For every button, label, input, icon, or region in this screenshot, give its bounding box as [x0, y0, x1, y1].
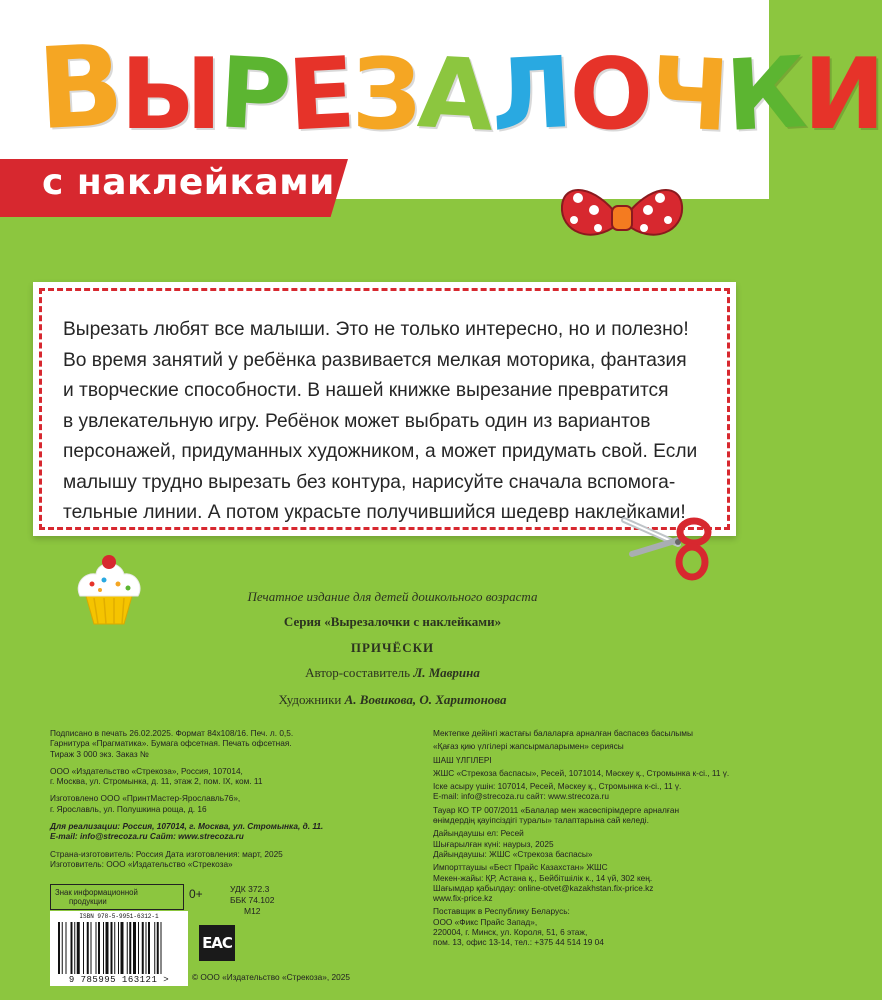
illustrators-line [8, 692, 777, 708]
title-letter: З [351, 38, 419, 152]
title-letter: Ч [646, 36, 730, 154]
kz-line: Мекен-жайы: ҚР, Астана қ., Бейбітшілік к., 14 үй, 302 кең. [433, 872, 653, 883]
book-name: ПРИЧЁСКИ [350, 640, 435, 655]
illustrators-label: Художники [278, 692, 345, 707]
title-letter: Р [215, 36, 291, 154]
kz-line: Дайындаушы ел: Ресей [433, 828, 524, 839]
by-line: пом. 13, офис 13-14, тел.: +375 44 514 19 04 [433, 937, 604, 948]
book-title-logo [34, 20, 882, 156]
title-letter: Ы [120, 38, 219, 152]
kz-line: ШАШ ҮЛГІЛЕРІ [433, 754, 492, 765]
by-line: 220004, г. Минск, ул. Короля, 51, 6 этаж, [433, 927, 588, 938]
description-line: персонажей, придуманных художником, а может придумать свой. Если [63, 441, 698, 462]
contacts-line: E-mail: info@strecoza.ru Сайт: www.strecoza.ru [50, 831, 244, 842]
description-line: в увлекательную игру. Ребёнок может выбрать один из вариантов [63, 410, 651, 432]
description-line: Во время занятий у ребёнка развивается мелкая моторика, фантазия [63, 349, 687, 371]
info-marking-box [50, 884, 184, 910]
kz-line: Шағымдар қабылдау: online-otvet@kazakhstan.fix-price.kz [433, 882, 654, 893]
classification-codes [230, 884, 274, 917]
by-line: Поставщик в Республику Беларусь: [433, 906, 570, 917]
kz-line: Мектепке дейінгі жастағы балаларға арналған баспасөз басылымы [433, 728, 693, 738]
kz-line: ЖШС «Стрекоза баспасы», Ресей, 1071014, Мәскеу қ., Стромынка к-сі., 11 ү. [433, 767, 730, 778]
sales-line: Для реализации: Россия, 107014, г. Москва, ул. Стромынка, д. 11. [50, 821, 324, 832]
scissors-icon [618, 510, 714, 584]
by-line: ООО «Фикс Прайс Запад», [433, 916, 538, 927]
series-name: Серия «Вырезалочки с наклейками» [283, 614, 502, 629]
barcode-number: 9 785995 163121 > [68, 975, 170, 985]
title-letter: В [34, 20, 124, 156]
kz-line: Іске асыру үшін: 107014, Ресей, Мәскеу қ., Стромынка к-сі., 11 ү. [433, 781, 682, 792]
signed-line: Подписано в печать 26.02.2025. Формат 84х108/16. Печ. л. 0,5. [50, 728, 294, 738]
author-label: Автор-составитель [305, 665, 414, 680]
age-rating: 0+ [189, 887, 203, 901]
title-letter: Л [488, 36, 573, 154]
description-text [63, 315, 708, 529]
publisher-line: ООО «Издательство «Стрекоза», Россия, 107014, [50, 765, 243, 776]
author-mark: М12 [244, 906, 261, 916]
illustrators-names: А. Вовикова, О. Харитонова [344, 692, 507, 707]
publisher-address: г. Москва, ул. Стромынка, д. 11, этаж 2, пом. IX, ком. 11 [50, 776, 263, 787]
output-details-kz [433, 728, 743, 948]
bow-icon [556, 176, 686, 256]
eac-mark: EAC [199, 925, 235, 961]
kz-line: өнімдердің қауіпсіздігі туралы» талаптарына сай келеді. [433, 815, 649, 826]
kz-line: Шығарылған күні: наурыз, 2025 [433, 838, 554, 849]
printer-line: Изготовлено ООО «ПринтМастер-Ярославль76», [50, 793, 241, 804]
title-letter: К [723, 36, 807, 154]
author-name: Л. Маврина [413, 665, 480, 680]
marking-label: Знак информационной [55, 888, 138, 897]
run-line: Тираж 3 000 экз. Заказ № [50, 748, 149, 759]
font-paper-line: Гарнитура «Прагматика». Бумага офсетная. Печать офсетная. [50, 738, 292, 749]
maker-line: Изготовитель: ООО «Издательство «Стрекоза» [50, 858, 233, 869]
title-letter: И [803, 38, 882, 152]
description-line: тельные линии. А потом украсьте получившийся шедевр наклейками! [63, 502, 686, 523]
barcode-block [50, 911, 188, 986]
description-line: Вырезать любят все малыши. Это не только интересно, но и полезно! [63, 319, 689, 340]
marking-label: продукции [69, 897, 107, 906]
author-line [8, 665, 777, 681]
description-line: и творческие способности. В нашей книжке вырезание превратится [63, 380, 669, 401]
kz-line: «Қағаз қию үлгілері жапсырмаларымен» сериясы [433, 741, 624, 752]
barcode-icon [58, 922, 182, 974]
kz-line: Дайындаушы: ЖШС «Стрекоза баспасы» [433, 848, 593, 859]
country-line: Страна-изготовитель: Россия Дата изготовления: март, 2025 [50, 848, 283, 859]
subtitle: с наклейками [42, 162, 335, 203]
output-details-ru [50, 728, 400, 869]
edition-type: Печатное издание для детей дошкольного возраста [247, 589, 538, 604]
kz-line: Тауар КО ТР 007/2011 «Балалар мен жасөспірімдерге арналған [433, 804, 680, 815]
description-line: малышу трудно вырезать без контура, нарисуйте сначала вспомога- [63, 471, 676, 493]
kz-line: Импорттаушы «Бест Прайс Казахстан» ЖШС [433, 862, 608, 873]
copyright: © ООО «Издательство «Стрекоза», 2025 [192, 972, 350, 982]
printer-address: г. Ярославль, ул. Полушкина роща, д. 16 [50, 803, 207, 814]
kz-line: www.fix-price.kz [433, 893, 493, 904]
kz-line: E-mail: info@strecoza.ru сайт: www.strecoza.ru [433, 791, 609, 802]
udk-code: УДК 372.3 [230, 884, 270, 894]
isbn: ISBN 978-5-9951-6312-1 [79, 913, 159, 920]
title-letter: Е [284, 36, 355, 154]
title-letter: О [569, 38, 650, 152]
title-letter: А [415, 36, 495, 154]
bbk-code: ББК 74.102 [230, 895, 275, 905]
